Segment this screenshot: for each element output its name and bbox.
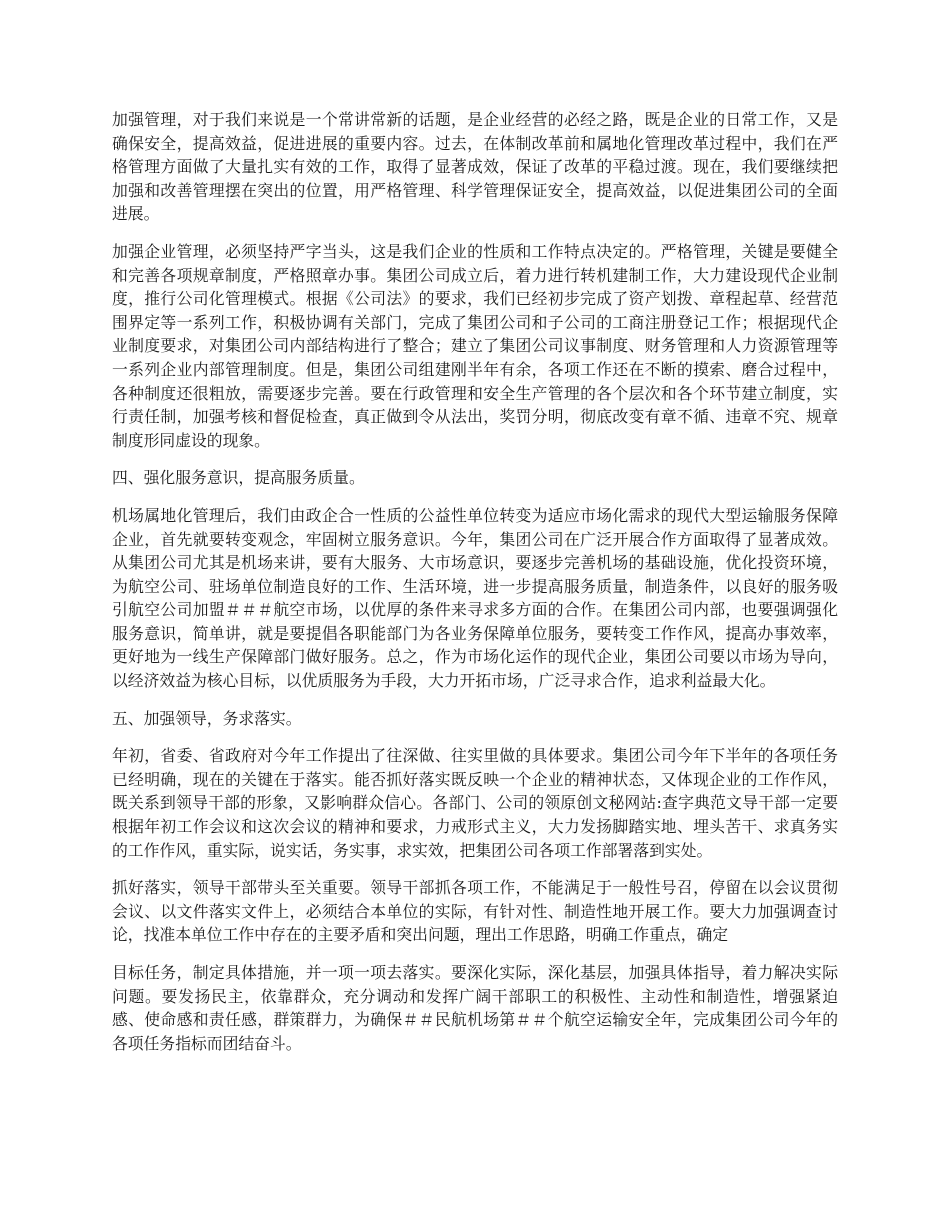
document-body	[112, 108, 838, 1069]
paragraph-goals: 目标任务，制定具体措施，并一项一项去落实。要深化实际，深化基层，加强具体指导，着力解决实际问题。要发扬民主，依靠群众，充分调动和发挥广阔干部职工的积极性、主动性和制造性，增强紧迫感、使命感和责任感，群策群力，为确保＃＃民航机场第＃＃个航空运输安全年，完成集团公司今年的各项任务指标而团结奋斗。	[112, 963, 838, 1053]
paragraph-strict-management: 加强企业管理，必须坚持严字当头，这是我们企业的性质和工作特点决定的。严格管理，关键是要健全和完善各项规章制度，严格照章办事。集团公司成立后，着力进行转机建制工作，大力建设现代企业制度，推行公司化管理模式。根据《公司法》的要求，我们已经初步完成了资产划拨、章程起草、经营范围界定等一系列工作，积极协调有关部门，完成了集团公司和子公司的工商注册登记工作；根据现代企业制度要求，对集团公司内部结构进行了整合；建立了集团公司议事制度、财务管理和人力资源管理等一系列企业内部管理制度。但是，集团公司组建刚半年有余，各项工作还在不断的摸索、磨合过程中，各种制度还很粗放，需要逐步完善。要在行政管理和安全生产管理的各个层次和各个环节建立制度，实行责任制，加强考核和督促检查，真正做到令从法出，奖罚分明，彻底改变有章不循、违章不究、规章制度形同虚设的现象。	[112, 241, 838, 450]
paragraph-implementation: 年初，省委、省政府对今年工作提出了往深做、往实里做的具体要求。集团公司今年下半年的各项任务已经明确，现在的关键在于落实。能否抓好落实既反映一个企业的精神状态，又体现企业的工作作风，既关系到领导干部的形象，又影响群众信心。各部门、公司的领原创文秘网站:查字典范文导干部一定要根据年初工作会议和这次会议的精神和要求，力戒形式主义，大力发扬脚踏实地、埋头苦干、求真务实的工作作风，重实际，说实话，务实事，求实效，把集团公司各项工作部署落到实处。	[112, 746, 838, 860]
paragraph-service-awareness: 机场属地化管理后，我们由政企合一性质的公益性单位转变为适应市场化需求的现代大型运输服务保障企业，首先就要转变观念，牢固树立服务意识。今年，集团公司在广泛开展合作方面取得了显著成效。从集团公司尤其是机场来讲，要有大服务、大市场意识，要逐步完善机场的基础设施，优化投资环境，为航空公司、驻场单位制造良好的工作、生活环境，进一步提高服务质量，制造条件，以良好的服务吸引航空公司加盟＃＃＃航空市场，以优厚的条件来寻求多方面的合作。在集团公司内部，也要强调强化服务意识，简单讲，就是要提倡各职能部门为各业务保障单位服务，要转变工作作风，提高办事效率，更好地为一线生产保障部门做好服务。总之，作为市场化运作的现代企业，集团公司要以市场为导向，以经济效益为核心目标，以优质服务为手段，大力开拓市场，广泛寻求合作，追求利益最大化。	[112, 505, 838, 691]
section-heading-4: 四、强化服务意识，提高服务质量。	[112, 468, 365, 488]
paragraph-management-intro: 加强管理，对于我们来说是一个常讲常新的话题，是企业经营的必经之路，既是企业的日常工作，又是确保安全，提高效益，促进进展的重要内容。过去，在体制改革前和属地化管理改革过程中，我们在严格管理方面做了大量扎实有效的工作，取得了显著成效，保证了改革的平稳过渡。现在，我们要继续把加强和改善管理摆在突出的位置，用严格管理、科学管理保证安全，提高效益，以促进集团公司的全面进展。	[112, 110, 838, 224]
paragraph-leadership: 抓好落实，领导干部带头至关重要。领导干部抓各项工作，不能满足于一般性号召，停留在以会议贯彻会议、以文件落实文件上，必须结合本单位的实际，有针对性、制造性地开展工作。要大力加强调查讨论，找准本单位工作中存在的主要矛盾和突出问题，理出工作思路，明确工作重点，确定	[112, 878, 838, 945]
section-heading-5: 五、加强领导，务求落实。	[112, 708, 302, 728]
